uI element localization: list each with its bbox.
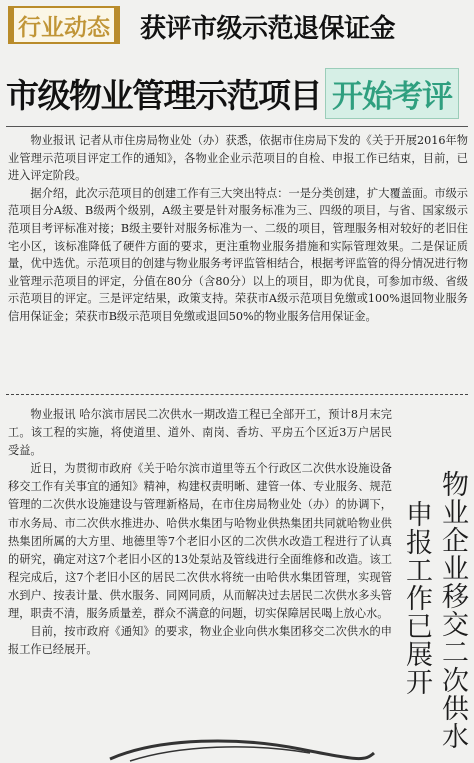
- headline-main-row: [6, 62, 468, 124]
- side-headline-line1: 物业企业移交二次供水: [437, 470, 468, 750]
- article2-paragraph-2: 近日，为贯彻市政府《关于哈尔滨市道里等五个行政区二次供水设施设备移交工作有关事宜的通知》精神，构建权责明晰、建管一体、专业服务、规范管理的二次供水设施建设与管理新格局，在市住房局物业处（办）的协调下，市水务局、市二次供水推进办、哈供水集团与哈物业供热集团共同就哈物业供热集团所属的大方里、地德里等7个老旧小区的二次供水改造工程进行了认真的研究，确定对这7个老旧小区的13处泵站及管线进行全面维修和改造。该工程完成后，这7个老旧小区的居民二次供水将统一由哈供水集团管理，实现管水到户、按表计量、供水服务、同网同质，从而解决过去居民二次供水多头管理，职责不清，服务质量差，群众不满意的问题，切实保障居民喝上放心水。: [8, 462, 392, 621]
- side-headline-line2: 申报工作已展开: [401, 500, 432, 696]
- headline-top: 获评市级示范退保证金: [140, 14, 396, 44]
- article1-paragraph-2: 据介绍，此次示范项目的创建工作有三大突出特点：一是分类创建，扩大覆盖面。市级示范项目分A级、B级两个级别，A级主要是针对服务标准为三、四级的项目，与省、国家级示范项目考评标准对接；B级主要针对服务标准为一、二级的项目，管理服务相对较好的老旧住宅小区，该标准降低了硬件方面的要求，更注重物业服务措施和实际管理效果。二是保证质量，优中选优。示范项目的创建与物业服务考评监管相结合，根据考评监管的得分情况进行物业管理示范项目的评定，分值在80分（含80分）以上的项目，即为优良，可参加市级、省级示范项目的评定。三是评定结果，政策支持。荣获市A级示范项目免缴或100%退回物业服务信用保证金；荣获市B级示范项目免缴或退回50%的物业服务信用保证金。: [8, 186, 468, 323]
- headline-badge: 开始考评: [325, 68, 459, 119]
- decorative-swirl: [100, 735, 380, 763]
- headline-main: 市级物业管理示范项目: [6, 75, 321, 115]
- article1-paragraph-1: 物业报讯 记者从市住房局物业处（办）获悉，依据市住房局下发的《关于开展2016年物业管理示范项目评定工作的通知》，各物业企业示范项目的自检、申报工作已结束，目前，已进入评定阶段。: [8, 134, 468, 183]
- article-water-supply: [8, 406, 392, 659]
- article-demonstration-project: [8, 132, 468, 326]
- article-divider: [6, 394, 468, 395]
- header-rule: [6, 126, 468, 127]
- article2-paragraph-1: 物业报讯 哈尔滨市居民二次供水一期改造工程已全部开工，预计8月末完工。该工程的实施，将使道里、道外、南岗、香坊、平房五个区近3万户居民受益。: [8, 408, 392, 458]
- section-tag: [8, 6, 120, 44]
- article2-paragraph-3: 目前，按市政府《通知》的要求，物业企业向供水集团移交二次供水的申报工作已经展开。: [8, 625, 392, 657]
- section-tag-label: 行业动态: [18, 14, 110, 41]
